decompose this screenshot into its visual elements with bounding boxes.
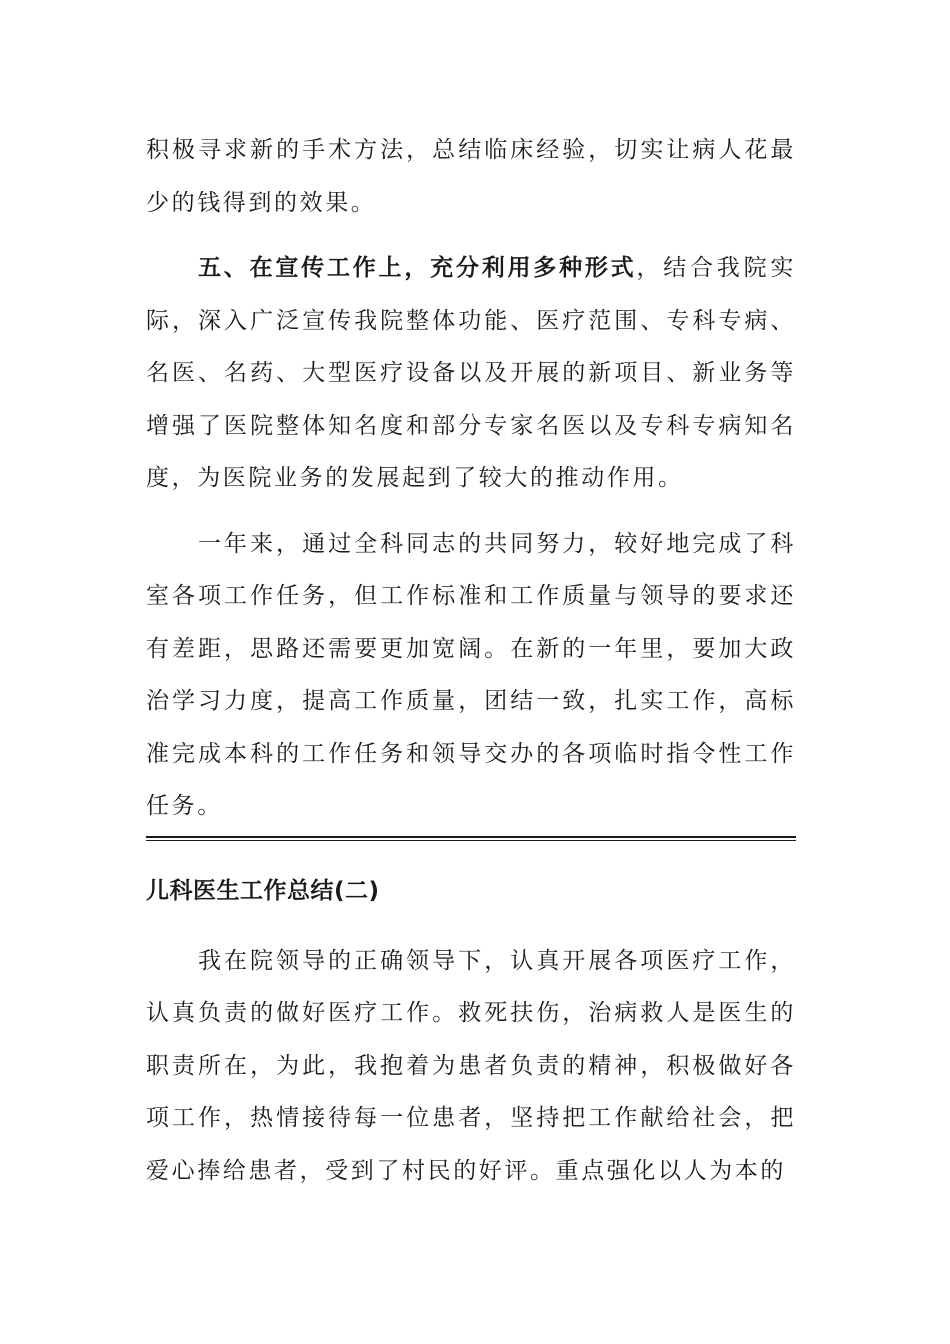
paragraph-year-summary: 一年来，通过全科同志的共同努力，较好地完成了科室各项工作任务，但工作标准和工作质量与领导的要求还有差距，思路还需要更加宽阔。在新的一年里，要加大政治学习力度，提高工作质量，团结一致，扎实工作，高标准完成本科的工作任务和领导交办的各项临时指令性工作任务。 [146, 530, 796, 819]
paragraph-publicity-body: ，结合我院实际，深入广泛宣传我院整体功能、医疗范围、专科专病、名医、名药、大型医疗设备以及开展的新项目、新业务等增强了医院整体知名度和部分专家名医以及专科专病知名度，为医院业务的发展起到了较大的推动作用。 [146, 255, 796, 491]
paragraph-doctor-duties: 我在院领导的正确领导下，认真开展各项医疗工作，认真负责的做好医疗工作。救死扶伤，治病救人是医生的职责所在，为此，我抱着为患者负责的精神，积极做好各项工作，热情接待每一位患者，坚持把工作献给社会，把爱心捧给患者，受到了村民的好评。重点强化以人为本的 [146, 947, 796, 1184]
paragraph-publicity-work [146, 242, 796, 505]
section-title: 儿科医生工作总结(二) [146, 877, 380, 904]
section-divider [146, 836, 796, 841]
paragraph-clinical-methods: 积极寻求新的手术方法，总结临床经验，切实让病人花最少的钱得到的效果。 [146, 137, 796, 216]
document-page [146, 124, 796, 1197]
paragraph-publicity-lead: 五、在宣传工作上，充分利用多种形式 [198, 255, 637, 281]
